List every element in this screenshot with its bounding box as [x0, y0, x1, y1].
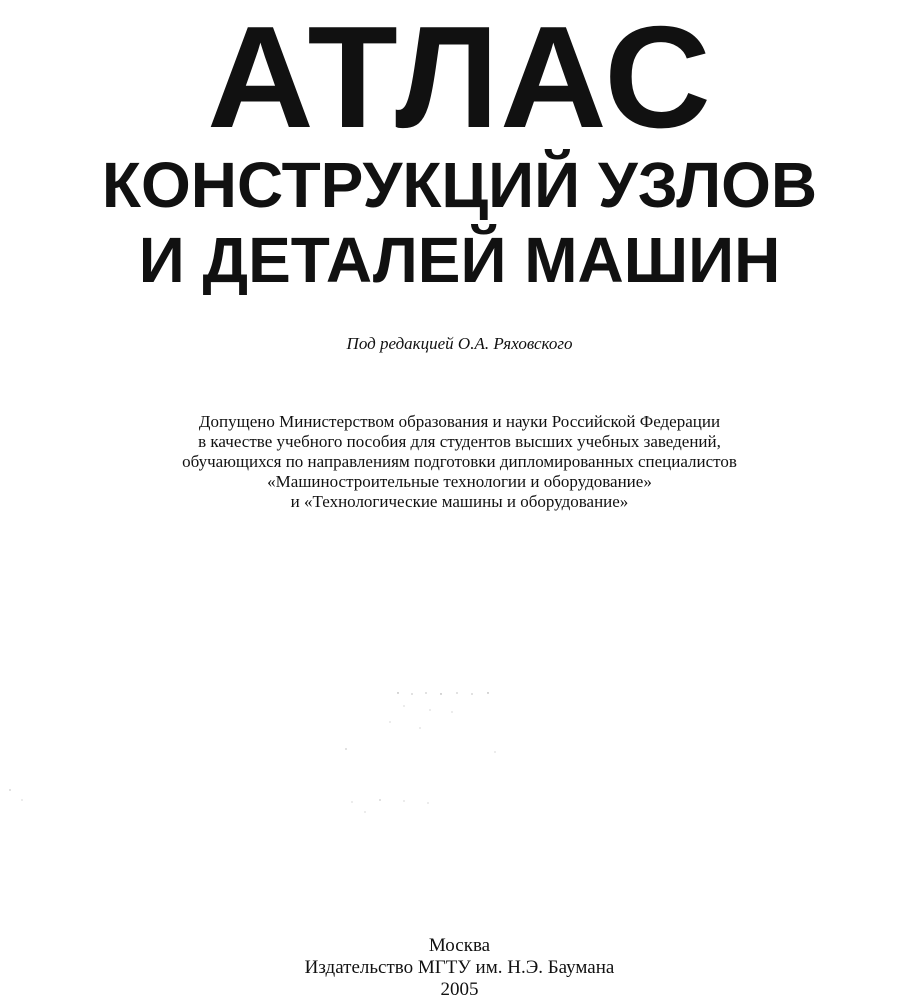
approval-line: «Машиностроительные технологии и оборудование»: [267, 472, 652, 491]
approval-statement: [0, 412, 919, 512]
approval-line: Допущено Министерством образования и науки Российской Федерации: [198, 412, 721, 431]
book-subtitle-line-2: И ДЕТАЛЕЙ МАШИН: [138, 224, 781, 296]
approval-line: обучающихся по направлениям подготовки дипломированных специалистов: [182, 452, 737, 471]
approval-line: и «Технологические машины и оборудование»: [290, 492, 629, 511]
approval-line: в качестве учебного пособия для студентов высших учебных заведений,: [198, 432, 721, 451]
imprint-year: 2005: [440, 979, 479, 1000]
editor-credit: Под редакцией О.А. Ряховского: [346, 334, 573, 353]
publisher-imprint: [0, 935, 919, 1001]
book-title: АТЛАС: [207, 0, 712, 158]
imprint-publisher: Издательство МГТУ им. Н.Э. Баумана: [304, 957, 615, 978]
book-subtitle-line-1: КОНСТРУКЦИЙ УЗЛОВ: [101, 149, 818, 221]
imprint-city: Москва: [428, 935, 491, 956]
